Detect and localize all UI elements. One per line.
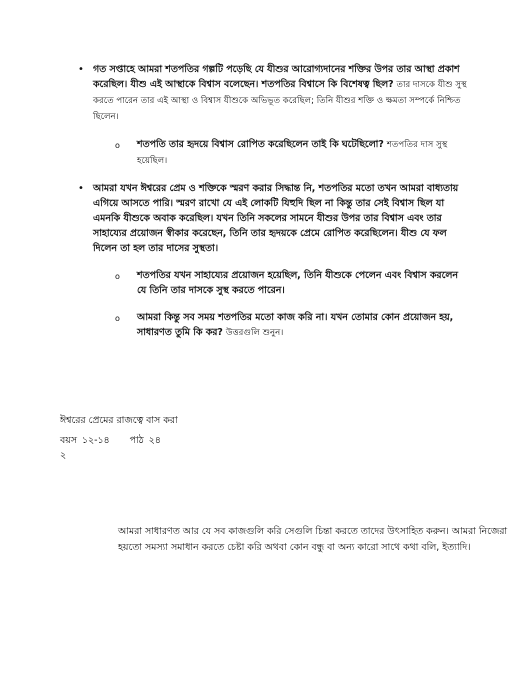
bullet-dot-icon: • — [78, 183, 84, 194]
sub-bullet-circle-icon: o — [115, 141, 120, 150]
age-label: বয়স ১২-১৪ — [60, 435, 110, 446]
sub-bullet-circle-icon: o — [115, 314, 120, 323]
bullet-answer-text: তার দাসকে যীশু সুস্থ করতে পারেন তার এই আস্থা ও বিশ্বাস যীশুকে অভিভূত করেছিল; তিনি যীশুর শক্তি ও ক্ষমতা সম্পর্কে নিশ্চিত ছিলেন। — [93, 80, 467, 122]
lesson-label: পাঠ ২৪ — [129, 435, 161, 446]
bullet-bold-text: গত সপ্তাহে আমরা শতপতির গল্পটি পড়েছি যে যীশুর আরোগ্যদানের শক্তির উপর তার আস্থা প্রকাশ করেছিল। যীশু এই আস্থাকে বিশ্বাস বলেছেন। শতপতির বিশ্বাসে কি বিশেষত্ব ছিল? — [93, 64, 460, 90]
bullet-dot-icon: • — [78, 64, 84, 75]
page-number: ২ — [60, 450, 67, 461]
sub-bullet-item — [115, 268, 468, 298]
sub-bullet-circle-icon: o — [115, 272, 120, 281]
lesson-meta — [60, 433, 161, 448]
bullet-item — [78, 181, 468, 341]
bullet-item — [78, 62, 468, 169]
sub-bullet-answer-text: শতপতির দাস সুস্থ হয়েছিল। — [137, 140, 448, 166]
bullet-bold-text: আমরা যখন ঈশ্বরের প্রেম ও শক্তিকে স্মরণ করার সিদ্ধান্ত নি, শতপতির মতো তখন আমরা বাধ্যতায় এগিয়ে আসতে পারি। স্মরণ রাখো যে এই লোকটি যিহুদি ছিল না কিন্তু তার সেই বিশ্বাস ছিল যা এমনকি যীশুকে অবাক করেছিল। যখন তিনি সকলের সামনে যীশুর উপর তার বিশ্বাস এবং তার সাহায্যের প্রয়োজন স্বীকার করেছেন, তিনি তার হৃদয়কে প্রেমে রোপিত করেছিলেন। যীশু যে ফল দিলেন তা হল তার দাসের সুস্থতা। — [93, 183, 459, 254]
footer-paragraph: আমরা সাধারণত আর যে সব কাজগুলি করি সেগুলি চিন্তা করতে তাদের উৎসাহিত করুন। আমরা নিজেরা হয়তো সমস্যা সমাধান করতে চেষ্টা করি অথবা কোন বন্ধু বা অন্য কারো সাথে কথা বলি, ইত্যাদি। — [118, 526, 508, 553]
lesson-title: ঈশ্বরের প্রেমের রাজত্বে বাস করা — [60, 415, 178, 426]
sub-bullet-bold-text: শতপতি তার হৃদয়ে বিশ্বাস রোপিত করেছিলেন তাই কি ঘটেছিলো? — [137, 139, 384, 150]
bullet-list — [78, 62, 468, 341]
sub-bullet-bold-text: শতপতির যখন সাহায্যের প্রয়োজন হয়েছিল, তিনি যীশুকে পেলেন এবং বিশ্বাস করলেন যে তিনি তার দাসকে সুস্থ করতে পারেন। — [137, 270, 458, 296]
sub-bullet-bold-text: আমরা কিন্তু সব সময় শতপতির মতো কাজ করি না। যখন তোমার কোন প্রয়োজন হয়, সাধারণত তুমি কি কর? — [137, 312, 454, 338]
sub-bullet-item — [115, 310, 468, 341]
sub-bullet-item — [115, 137, 468, 169]
sub-bullet-answer-text: উত্তরগুলি শুনুন। — [225, 328, 284, 338]
